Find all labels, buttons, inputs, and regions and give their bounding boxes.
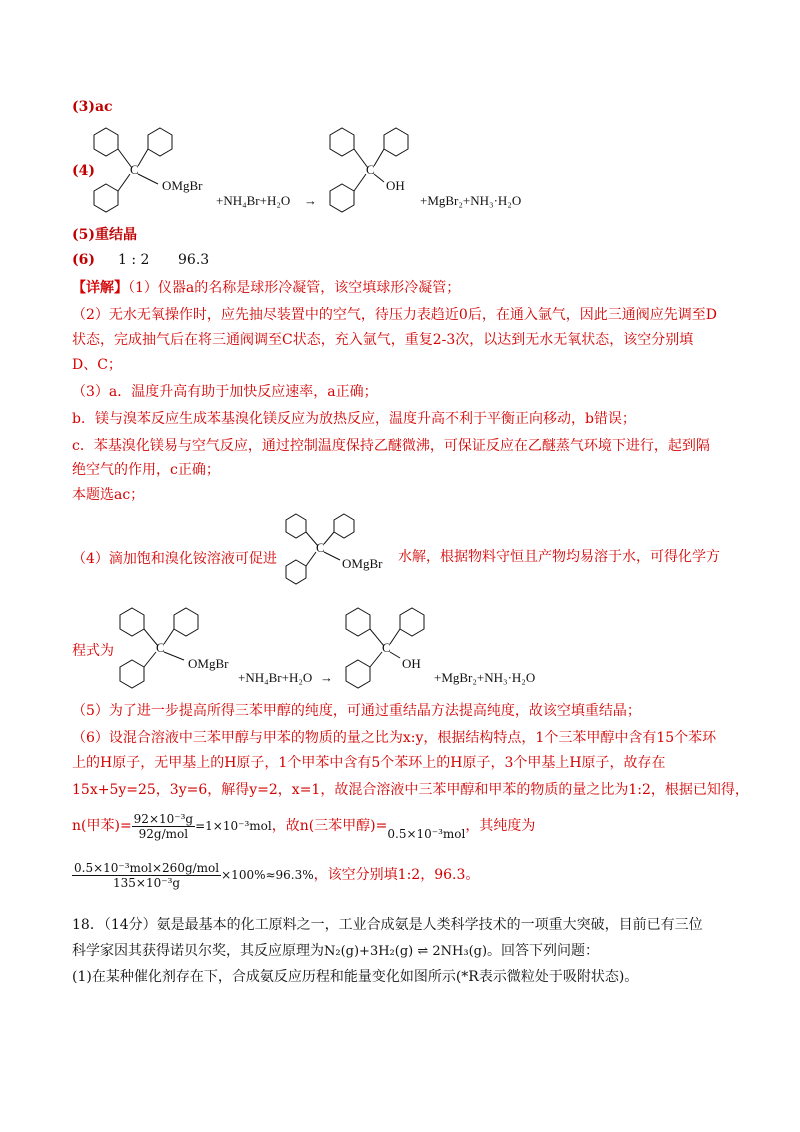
q18-line3: (1)在某种催化剂存在下，合成氨反应历程和能量变化如图所示(*R表示微粒处于吸附状态)。 — [72, 969, 639, 985]
q18-line2: 科学家因其获得诺贝尔奖，其反应原理为N₂(g)+3H₂(g) ⇌ 2NH₃(g)。回答下列问题： — [72, 943, 600, 959]
answer-4-label: (4) — [72, 163, 95, 179]
detail-p3-line4: 绝空气的作用，c正确； — [72, 462, 220, 478]
answer-6-label: (6) — [72, 252, 95, 268]
answer-5: (5)重结晶 — [72, 227, 137, 243]
svg-text:C: C — [316, 540, 325, 555]
detail-p6-purity-line: $\frac{\text{0.5×10⁻³mol×260g/mol}}{\text{135×10⁻³g}}$ ×100%≈96.3% ，该空分别填1:2，96.3。 — [74, 860, 480, 890]
answer-3: (3)ac — [72, 99, 113, 115]
detail-p3-line1: （3）a．温度升高有助于加快反应速率，a正确； — [72, 384, 378, 400]
detail-eq-mid: +NH₄Br+H₂O — [238, 670, 313, 685]
detail-p1: 【详解】（1）仪器a的名称是球形冷凝管，该空填球形冷凝管； — [72, 280, 461, 296]
detail-p4-post: 水解，根据物料守恒且产物均易溶于水，可得化学方 — [398, 549, 720, 565]
detail-p3-line5: 本题选ac； — [72, 487, 145, 503]
inline-trityl-omgbr — [278, 508, 398, 590]
detail-p4-eq-pre: 程式为 — [72, 643, 114, 659]
detail-p6-line3: 15x+5y=25，3y=6，解得y=2，x=1，故混合溶液中三苯甲醇和甲苯的物质的量之比为1:2，根据已知得， — [72, 782, 749, 798]
answer-4-mid: +NH₄Br+H₂O — [216, 193, 291, 208]
svg-text:C: C — [382, 640, 391, 655]
svg-text:OH: OH — [402, 656, 421, 671]
detail-p2-line3: D、C； — [72, 357, 122, 373]
detail-equation — [112, 602, 562, 694]
reactant-omgbr: OMgBr — [162, 178, 203, 193]
detail-p4-pre: （4）滴加饱和溴化铵溶液可促进 — [72, 551, 277, 567]
q18-line1: 18．（14分）氨是最基本的化工原料之一，工业合成氨是人类科学技术的一项重大突破，目前已有三位 — [72, 917, 703, 933]
detail-p5: （5）为了进一步提高所得三苯甲醇的纯度，可通过重结晶方法提高纯度，故该空填重结晶； — [72, 703, 641, 719]
answer-4-equation — [86, 122, 556, 220]
detail-p6-line1: （6）设混合溶液中三苯甲醇与甲苯的物质的量之比为x:y，根据结构特点，1个三苯甲醇中含有15个苯环 — [72, 730, 717, 746]
detail-p6-line2: 上的H原子，无甲基上的H原子，1个甲苯中含有5个苯环上的H原子，3个甲基上H原子，故存在 — [72, 755, 666, 771]
answer-6-ratio: 1 : 2 — [118, 252, 150, 268]
detail-p6-formula: n(甲苯)= $\frac{\text{92×10⁻³g}}{\text{92g/mol}}$ =1×10⁻³mol ，故n(三苯甲醇)= 0.5×10⁻³mol ，其纯度为 — [72, 811, 536, 841]
product-central-carbon: C — [366, 162, 375, 177]
svg-text:OMgBr: OMgBr — [188, 656, 229, 671]
q18-equation: N₂(g)+3H₂(g) ⇌ 2NH₃(g) — [324, 944, 488, 959]
detail-p3-line2: b．镁与溴苯反应生成苯基溴化镁反应为放热反应，温度升高不利于平衡正向移动，b错误； — [72, 411, 636, 427]
answer-6-purity: 96.3 — [178, 252, 210, 268]
toluene-fraction: $\frac{\text{92×10⁻³g}}{\text{92g/mol}}$ — [133, 811, 194, 841]
purity-fraction: $\frac{\text{0.5×10⁻³mol×260g/mol}}{\text{135×10⁻³g}}$ — [74, 860, 220, 890]
svg-text:C: C — [156, 640, 165, 655]
product-oh: OH — [386, 178, 405, 193]
n-toluene-label: n(甲苯)= — [72, 818, 132, 834]
svg-text:→: → — [304, 193, 317, 208]
svg-text:→: → — [320, 670, 333, 685]
svg-text:OMgBr: OMgBr — [342, 556, 383, 571]
detail-p2-line1: （2）无水无氧操作时，应先抽尽装置中的空气，待压力表趋近0后，在通入氩气，因此三通阀应先调至D — [72, 307, 718, 323]
detail-p2-line2: 状态，完成抽气后在将三通阀调至C状态，充入氩气，重复2-3次，以达到无水无氧状态，该空分别填 — [72, 332, 694, 348]
detail-p3-line3: c．苯基溴化镁易与空气反应，通过控制温度保持乙醚微沸，可保证反应在乙醚蒸气环境下进行，起到隔 — [72, 438, 710, 454]
detail-eq-tail: +MgBr₂+NH₃·H₂O — [434, 670, 536, 685]
reactant-central-carbon: C — [130, 162, 139, 177]
detail-title: 【详解】 — [72, 280, 128, 296]
answer-4-tail: +MgBr₂+NH₃·H₂O — [420, 193, 522, 208]
